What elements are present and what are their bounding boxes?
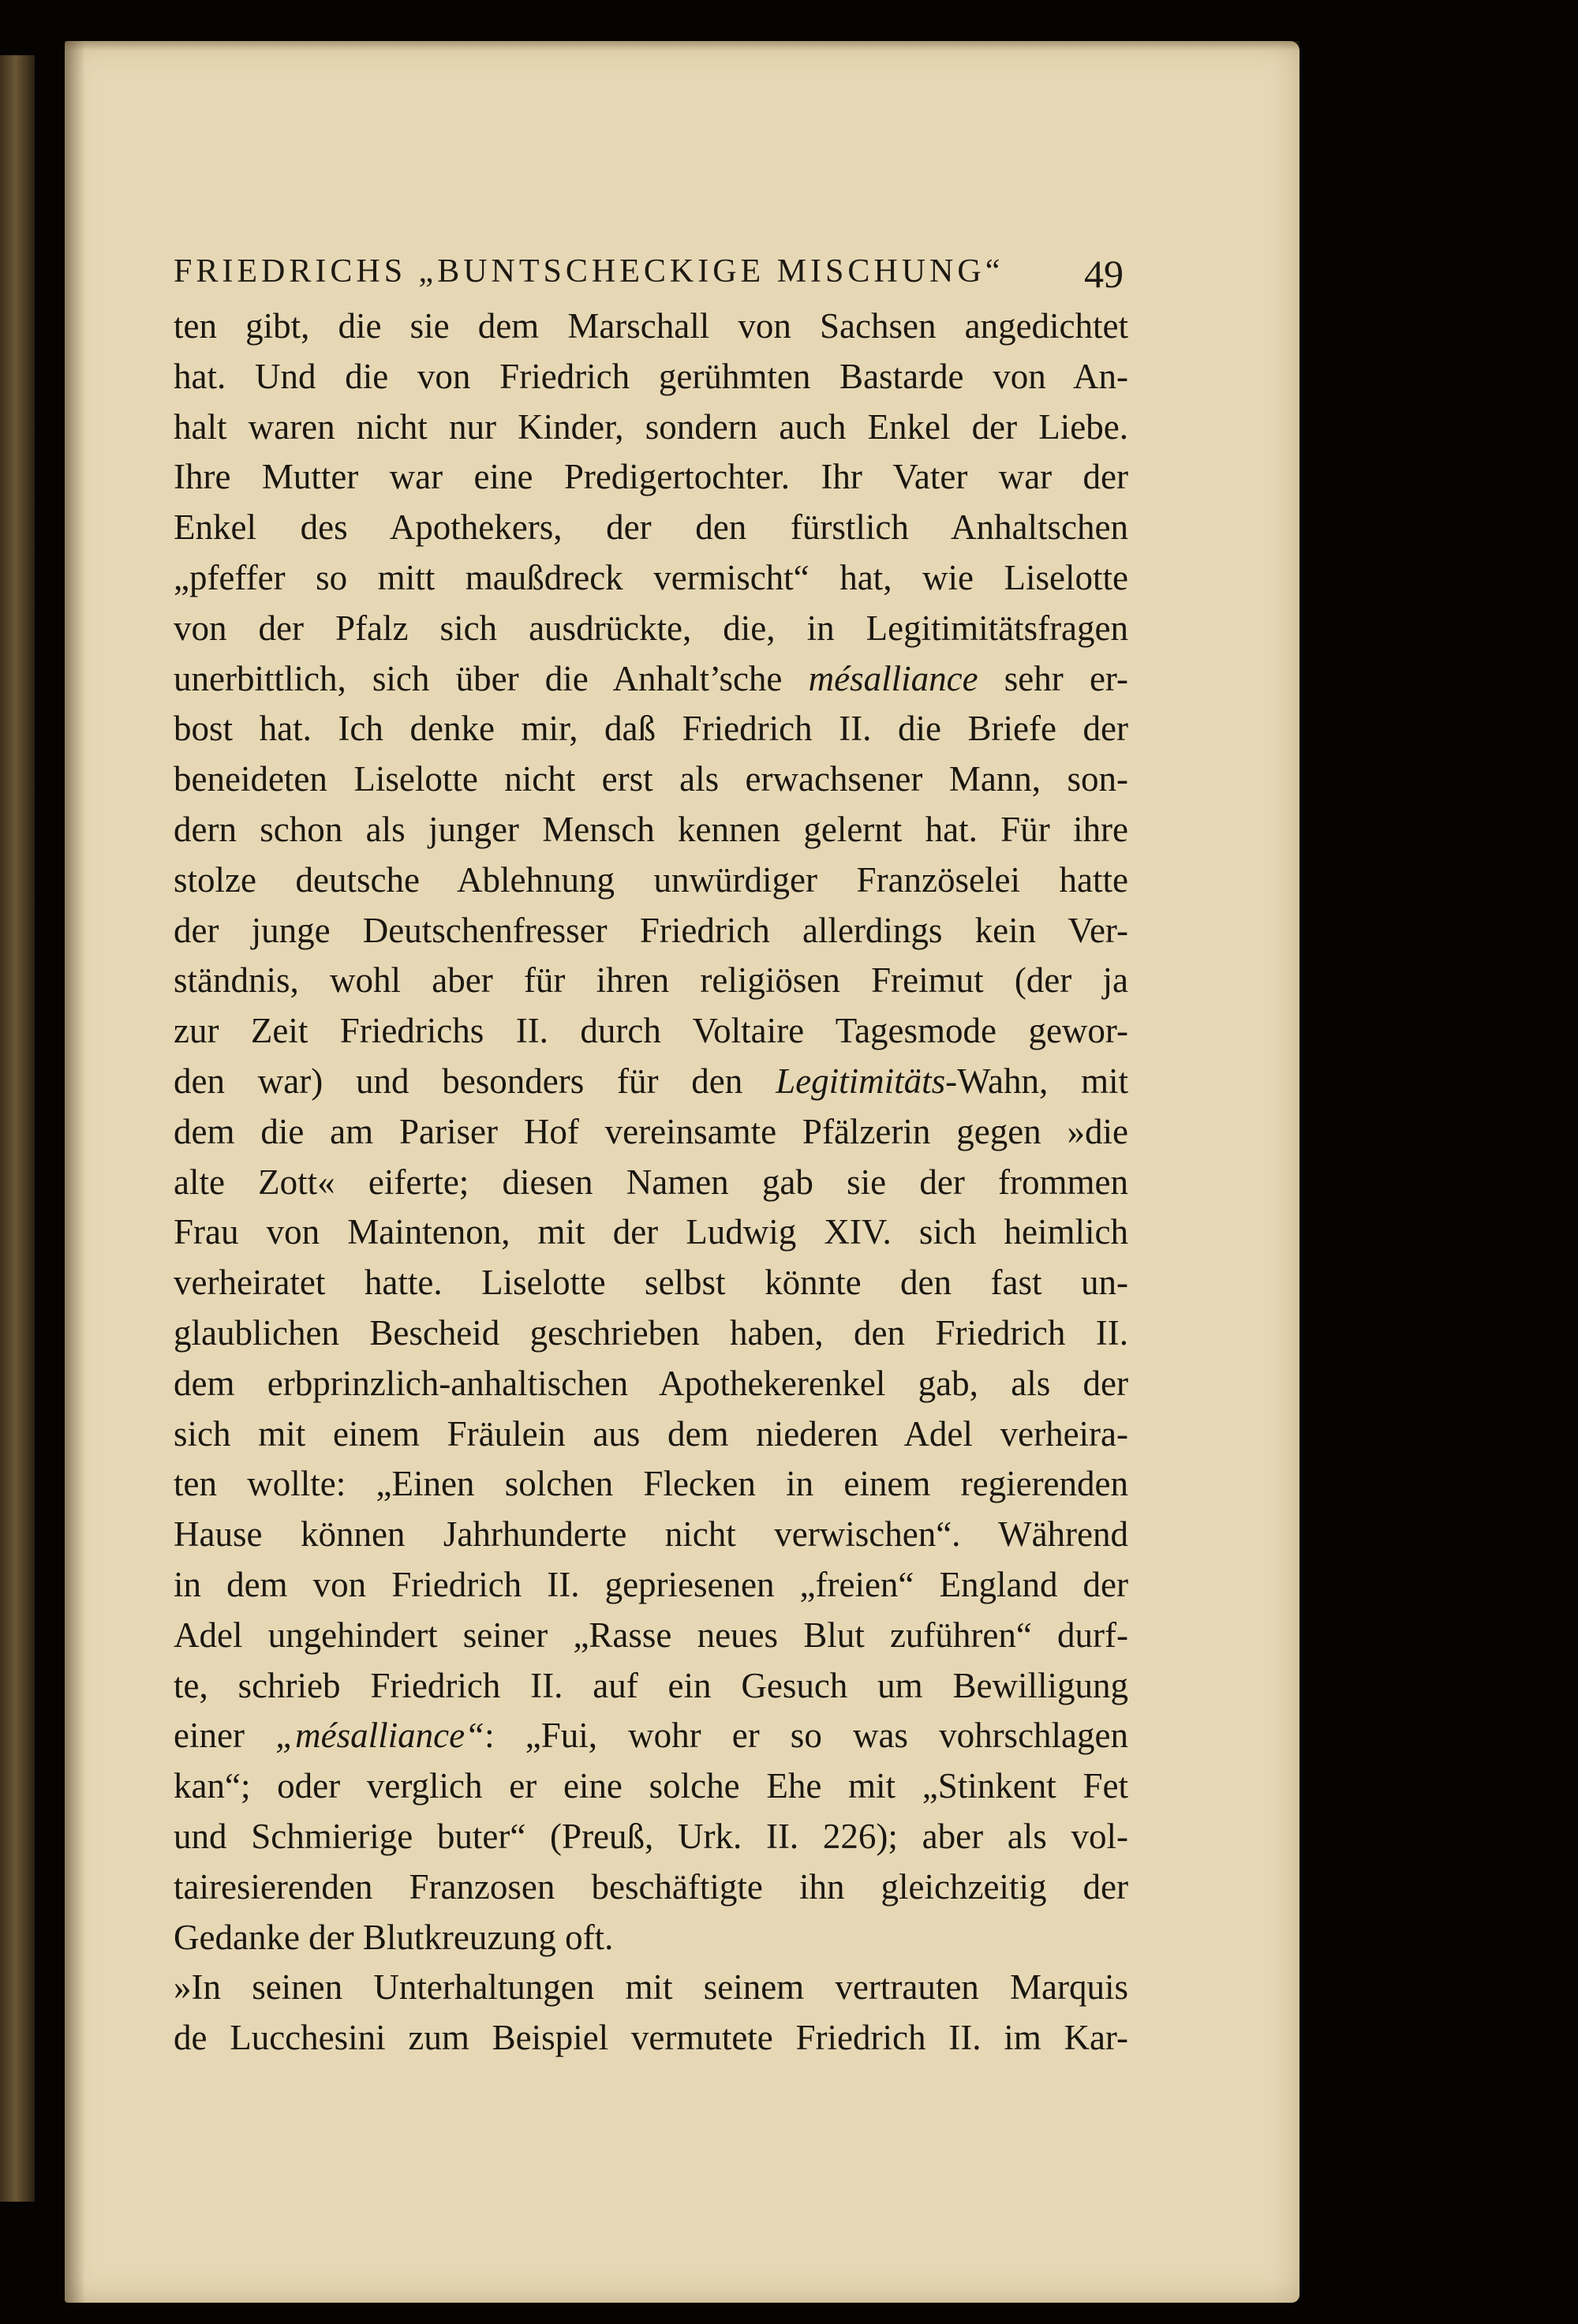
text-line: Ihre Mutter war eine Predigertochter. Ihr Vater war der bbox=[174, 457, 1128, 497]
text-line: beneideten Liselotte nicht erst als erwachsener Mann, son- bbox=[174, 759, 1128, 799]
text-line: unerbittlich, sich über die Anhalt’sche mésalliance sehr er- bbox=[174, 658, 1128, 698]
text-line: Adel ungehindert seiner „Rasse neues Blut zuführen“ durf- bbox=[174, 1615, 1128, 1655]
text-line: ständnis, wohl aber für ihren religiösen Freimut (der ja bbox=[174, 960, 1128, 1001]
text-line: sich mit einem Fräulein aus dem niederen Adel verheira- bbox=[174, 1413, 1128, 1454]
running-head: FRIEDRICHS „BUNTSCHECKIGE MISCHUNG“ bbox=[174, 253, 1004, 290]
text-line: Enkel des Apothekers, der den fürstlich Anhaltschen bbox=[174, 507, 1128, 548]
previous-page-edge bbox=[0, 55, 35, 2202]
italic-term: „mésalliance“ bbox=[275, 1716, 485, 1756]
text-line: bost hat. Ich denke mir, daß Friedrich II. die Briefe der bbox=[174, 709, 1128, 749]
page-top-edge bbox=[65, 41, 1299, 51]
text-line: dem erbprinzlich-anhaltischen Apothekerenkel gab, als der bbox=[174, 1363, 1128, 1403]
text-line: Gedanke der Blutkreuzung oft. bbox=[174, 1917, 614, 1957]
text-line: in dem von Friedrich II. gepriesenen „freien“ England der bbox=[174, 1564, 1128, 1604]
text-line: de Lucchesini zum Beispiel vermutete Friedrich II. im Kar- bbox=[174, 2018, 1128, 2058]
text-line: tairesierenden Franzosen beschäftigte ihn gleichzeitig der bbox=[174, 1866, 1128, 1907]
body-text bbox=[174, 301, 1128, 2064]
book-page bbox=[65, 41, 1299, 2303]
text-line: Hause können Jahrhunderte nicht verwischen“. Während bbox=[174, 1514, 1128, 1555]
italic-term: Legitimitäts bbox=[776, 1061, 946, 1101]
text-line: „pfeffer so mitt maußdreck vermischt“ hat, wie Liselotte bbox=[174, 557, 1128, 597]
italic-term: mésalliance bbox=[808, 658, 978, 698]
text-line: halt waren nicht nur Kinder, sondern auch Enkel der Liebe. bbox=[174, 406, 1128, 447]
text-line: der junge Deutschenfresser Friedrich allerdings kein Ver- bbox=[174, 910, 1128, 950]
text-line: glaublichen Bescheid geschrieben haben, den Friedrich II. bbox=[174, 1312, 1128, 1353]
gutter-shadow bbox=[65, 41, 85, 2303]
text-line: dern schon als junger Mensch kennen gelernt hat. Für ihre bbox=[174, 809, 1128, 849]
text-line: kan“; oder verglich er eine solche Ehe mit „Stinkent Fet bbox=[174, 1766, 1128, 1806]
text-line: ten wollte: „Einen solchen Flecken in einem regierenden bbox=[174, 1464, 1128, 1504]
text-line: ten gibt, die sie dem Marschall von Sachsen angedichtet bbox=[174, 306, 1128, 346]
text-line: zur Zeit Friedrichs II. durch Voltaire Tagesmode gewor- bbox=[174, 1011, 1128, 1051]
text-line: stolze deutsche Ablehnung unwürdiger Französelei hatte bbox=[174, 859, 1128, 900]
text-line: dem die am Pariser Hof vereinsamte Pfälzerin gegen »die bbox=[174, 1111, 1128, 1151]
text-line: »In seinen Unterhaltungen mit seinem vertrauten Marquis bbox=[174, 1967, 1128, 2008]
text-line: und Schmierige buter“ (Preuß, Urk. II. 226); aber als vol- bbox=[174, 1816, 1128, 1856]
text-line: te, schrieb Friedrich II. auf ein Gesuch um Bewilligung bbox=[174, 1665, 1128, 1705]
text-line: von der Pfalz sich ausdrückte, die, in Legitimitätsfragen bbox=[174, 608, 1128, 648]
text-line: einer „mésalliance“: „Fui, wohr er so was vohrschlagen bbox=[174, 1716, 1128, 1756]
text-line: alte Zott« eiferte; diesen Namen gab sie der frommen bbox=[174, 1162, 1128, 1202]
page-number: 49 bbox=[1084, 252, 1124, 296]
text-line: verheiratet hatte. Liselotte selbst könnte den fast un- bbox=[174, 1263, 1128, 1303]
text-line: hat. Und die von Friedrich gerühmten Bastarde von An- bbox=[174, 356, 1128, 396]
text-line: den war) und besonders für den Legitimitäts-Wahn, mit bbox=[174, 1061, 1128, 1101]
text-line: Frau von Maintenon, mit der Ludwig XIV. sich heimlich bbox=[174, 1212, 1128, 1252]
